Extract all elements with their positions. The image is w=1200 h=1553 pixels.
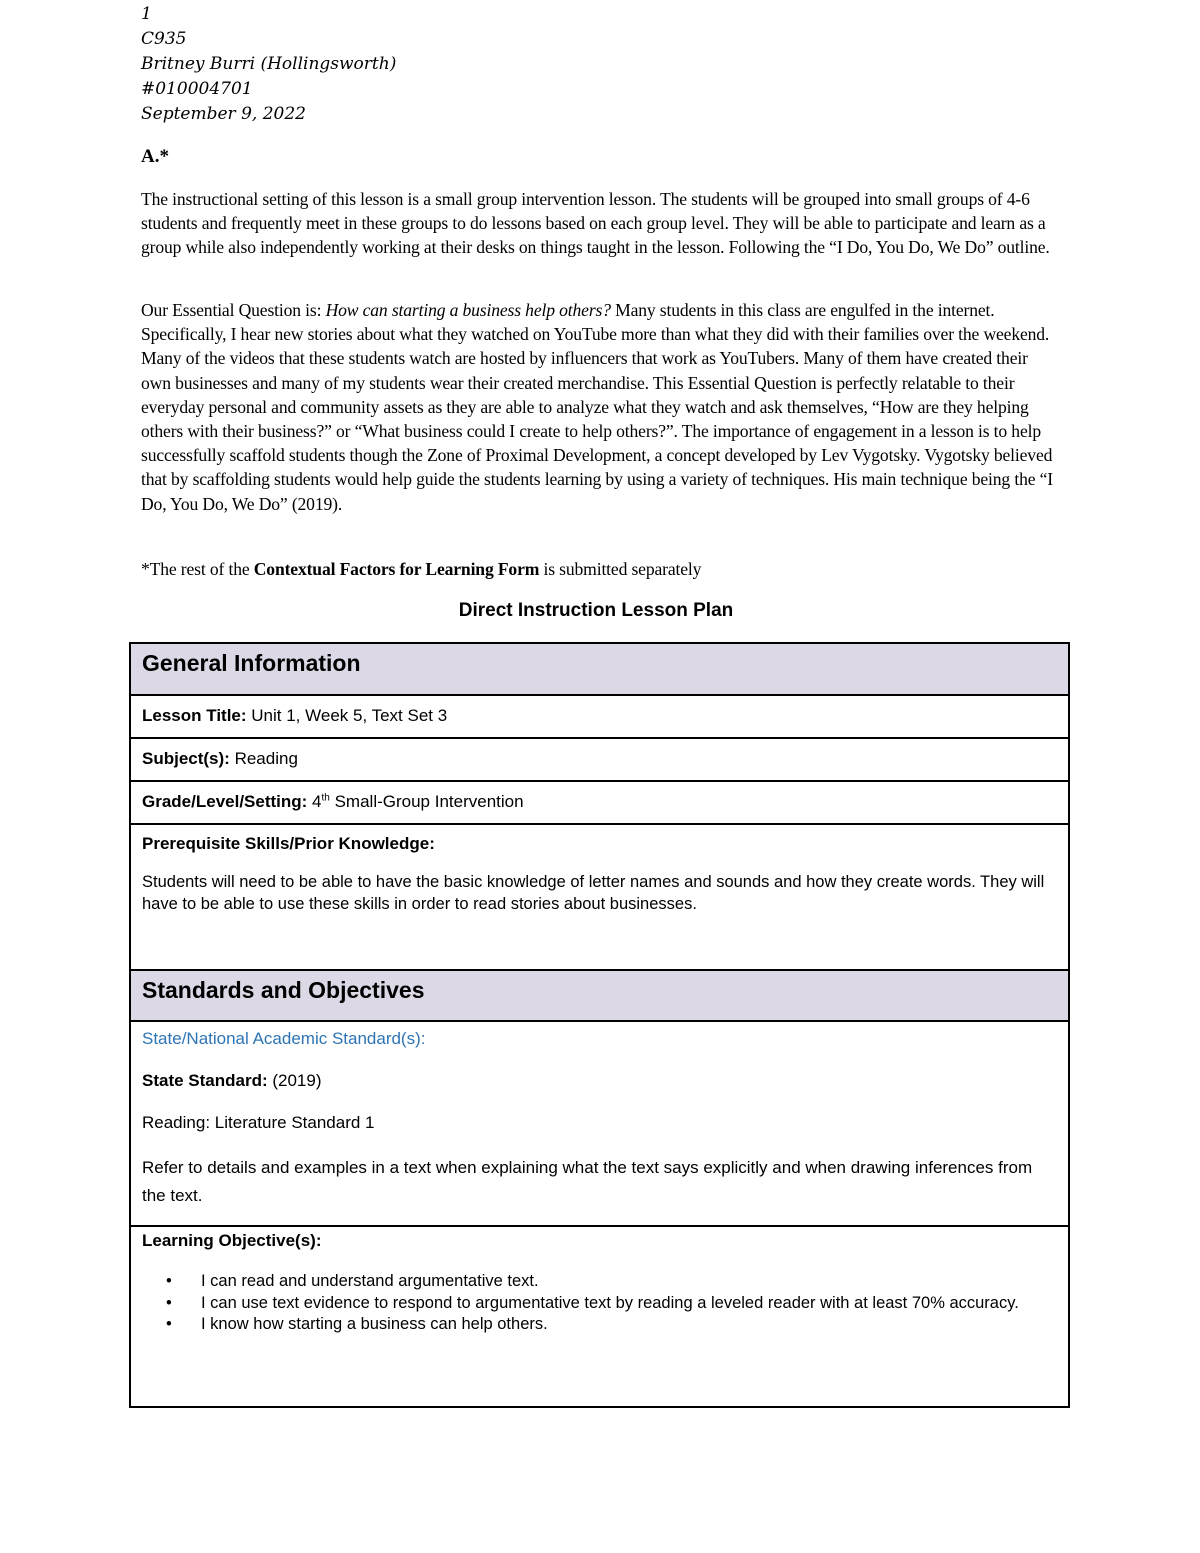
prerequisite-text: Students will need to be able to have the basic knowledge of letter names and sounds and how they create words. They will have to be able to use these skills in order to read stories about businesses. — [142, 873, 1045, 913]
grade-setting: Small-Group Intervention — [329, 792, 524, 811]
grade-superscript: th — [321, 792, 330, 804]
bullet-icon: • — [166, 1315, 172, 1333]
course-code: C935 — [141, 29, 187, 49]
general-information-header — [131, 644, 1068, 696]
lesson-title-value: Unit 1, Week 5, Text Set 3 — [246, 706, 448, 725]
standards-label: State/National Academic Standard(s): — [142, 1029, 426, 1048]
section-heading: Standards and Objectives — [142, 977, 425, 1003]
prerequisite-skills-row — [131, 825, 1068, 971]
lesson-plan-table — [129, 642, 1070, 1408]
bullet-icon: • — [166, 1293, 172, 1312]
document-header — [141, 2, 396, 127]
essential-question-text: How can starting a business help others? — [325, 300, 611, 320]
student-id: #010004701 — [141, 79, 253, 99]
essential-question-rest: Many students in this class are engulfed in the internet. Specifically, I hear new stories about what they watched on YouTube more than what they did with their families over the weekend. Many of the videos that these students watch are hosted by influencers that work as YouTubers. Many of them have created their own businesses and many of my students wear their created merchandise. This Essential Question is perfectly relatable to their everyday personal and community assets as they are able to analyze what they watch and ask themselves, “How are they helping others with their business?” or “What business could I create to help others?”. The importance of engagement in a lesson is to help successfully scaffold students though the Zone of Proximal Development, a concept developed by Lev Vygotsky. Vygotsky believed that by scaffolding students would help guide the students learning by using a variety of techniques. His main technique being the “I Do, You Do, We Do” (2019). — [141, 300, 1053, 514]
subject-value: Reading — [229, 749, 298, 768]
standards-objectives-header — [131, 971, 1068, 1022]
document-date: September 9, 2022 — [141, 104, 306, 124]
list-item: • I can read and understand argumentative text. — [201, 1271, 1058, 1293]
state-standard-label: State Standard: — [142, 1071, 268, 1090]
learning-objectives-row — [131, 1227, 1068, 1406]
grade-label: Grade/Level/Setting: — [142, 792, 308, 811]
note-tail: is submitted separately — [539, 559, 702, 579]
grade-value: 4 — [307, 792, 322, 811]
state-standard-year: (2019) — [267, 1071, 322, 1090]
section-heading: General Information — [142, 650, 361, 676]
contextual-factors-note — [141, 557, 1061, 581]
reading-label: Reading: — [142, 1113, 211, 1132]
instructional-setting-paragraph — [141, 187, 1061, 260]
note-bold: Contextual Factors for Learning Form — [253, 559, 540, 579]
subject-row — [131, 739, 1068, 782]
note-lead: *The rest of the — [141, 559, 254, 579]
bullet-icon: • — [166, 1272, 172, 1290]
list-item: • I can use text evidence to respond to argumentative text by reading a leveled reader with at least 70% accuracy. — [201, 1293, 1058, 1315]
section-a-heading: A.* — [141, 146, 169, 167]
objectives-label: Learning Objective(s): — [142, 1231, 322, 1250]
page-number: 1 — [141, 4, 152, 24]
prerequisite-label: Prerequisite Skills/Prior Knowledge: — [142, 834, 435, 853]
lesson-title-label: Lesson Title: — [142, 706, 247, 725]
list-item: • I know how starting a business can help others. — [201, 1314, 1058, 1336]
essential-question-lead: Our Essential Question is: — [141, 300, 326, 320]
author-name: Britney Burri (Hollingsworth) — [141, 54, 397, 74]
grade-level-setting-row — [131, 782, 1068, 825]
lesson-plan-title: Direct Instruction Lesson Plan — [458, 600, 734, 621]
objectives-list — [131, 1271, 1058, 1336]
reading-value: Literature Standard 1 — [210, 1113, 375, 1132]
standards-row — [131, 1022, 1068, 1227]
lesson-title-row — [131, 696, 1068, 739]
subject-label: Subject(s): — [142, 749, 230, 768]
standard-description: Refer to details and examples in a text when explaining what the text says explicitly and when drawing inferences from the text. — [142, 1158, 1033, 1205]
paragraph-text: The instructional setting of this lesson is a small group intervention lesson. The students will be grouped into small groups of 4-6 students and frequently meet in these groups to do lessons based on each group level. They will be able to participate and learn as a group while also independently working at their desks on things taught in the lesson. Following the “I Do, You Do, We Do” outline. — [141, 189, 1050, 258]
essential-question-paragraph — [141, 298, 1061, 516]
